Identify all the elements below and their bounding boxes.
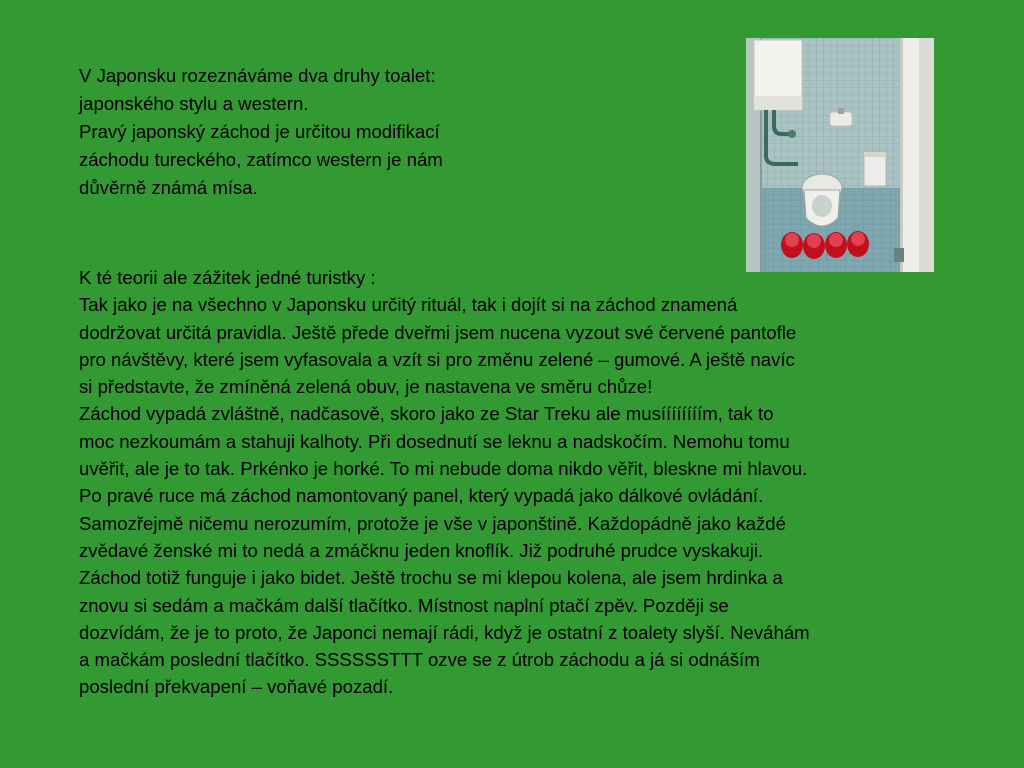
- story-line: znovu si sedám a mačkám další tlačítko. Místnost naplní ptačí zpěv. Později se: [79, 594, 729, 616]
- story-line: poslední překvapení – voňavé pozadí.: [79, 676, 394, 698]
- story-line: zvědavé ženské mi to nedá a zmáčknu jeden knoflík. Již podruhé prudce vyskakuji.: [79, 539, 764, 561]
- intro-paragraph: [79, 62, 539, 202]
- story-line: uvěřit, ale je to tak. Prkénko je horké. To mi nebude doma nikdo věřit, bleskne mi hlavou.: [79, 458, 808, 480]
- story-line: Po pravé ruce má záchod namontovaný panel, který vypadá jako dálkové ovládání.: [79, 485, 764, 507]
- intro-line: důvěrně známá mísa.: [79, 177, 258, 198]
- story-line: dodržovat určitá pravidla. Ještě přede dveřmi jsem nucena vyzout své červené pantofle: [79, 321, 797, 343]
- story-line: dozvídám, že je to proto, že Japonci nemají rádi, když je ostatní z toalety slyší. Neváhám: [79, 621, 810, 643]
- toilet-photo: [746, 38, 934, 272]
- intro-line: záchodu tureckého, zatímco western je nám: [79, 149, 443, 170]
- story-line: Záchod totiž funguje i jako bidet. Ještě trochu se mi klepou kolena, ale jsem hrdinka a: [79, 567, 783, 589]
- intro-line: Pravý japonský záchod je určitou modifikací: [79, 121, 440, 142]
- story-line: K té teorii ale zážitek jedné turistky :: [79, 267, 376, 288]
- story-line: Tak jako je na všechno v Japonsku určitý rituál, tak i dojít si na záchod znamená: [79, 294, 738, 316]
- story-line: pro návštěvy, které jsem vyfasovala a vzít si pro změnu zelené – gumové. A ještě navíc: [79, 348, 795, 370]
- story-line: a mačkám poslední tlačítko. SSSSSSTTT ozve se z útrob záchodu a já si odnáším: [79, 649, 760, 671]
- story-line: Samozřejmě ničemu nerozumím, protože je vše v japonštině. Každopádně jako každé: [79, 512, 786, 534]
- intro-line: japonského stylu a western.: [79, 93, 309, 114]
- story-line: moc nezkoumám a stahuji kalhoty. Při dosednutí se leknu a nadskočím. Nemohu tomu: [79, 430, 790, 452]
- story-line: Záchod vypadá zvláštně, nadčasově, skoro jako ze Star Treku ale musíííííííím, tak to: [79, 403, 774, 425]
- story-paragraph: [79, 264, 999, 701]
- intro-line: V Japonsku rozeznáváme dva druhy toalet:: [79, 65, 436, 86]
- story-line: si představte, že zmíněná zelená obuv, je nastavena ve směru chůze!: [79, 376, 653, 398]
